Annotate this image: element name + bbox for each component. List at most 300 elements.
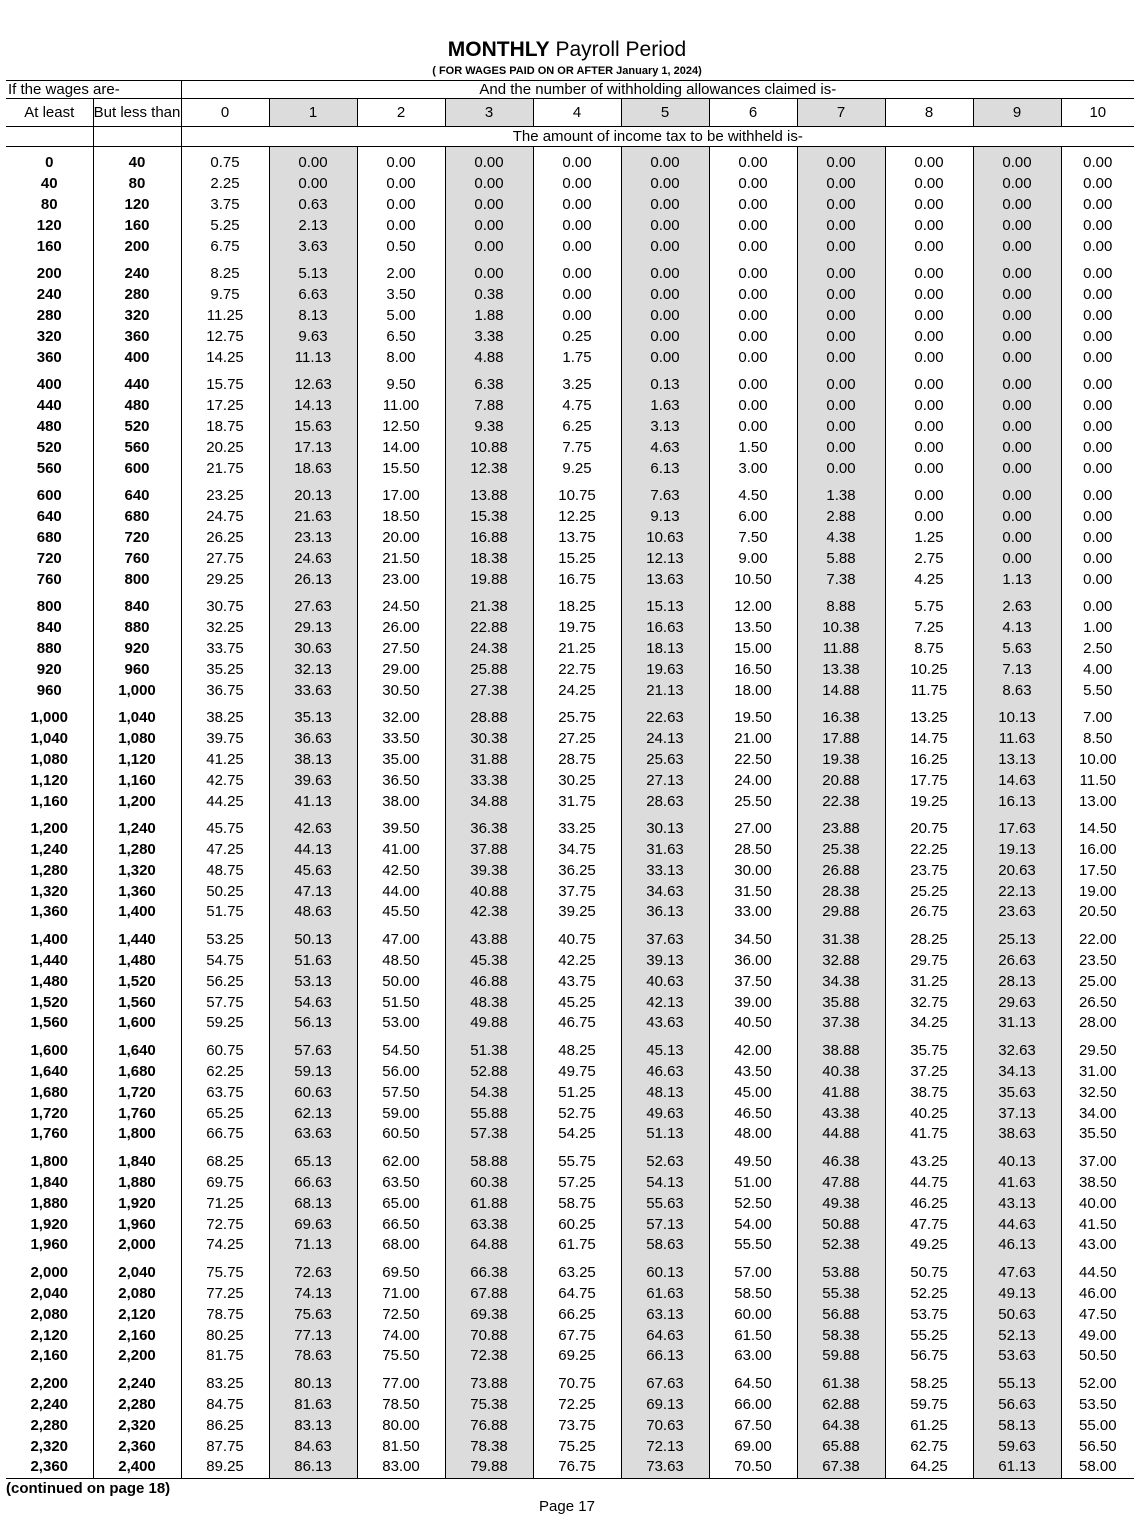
group-spacer — [6, 1034, 1134, 1041]
tax-amount: 42.00 — [709, 1041, 797, 1062]
table-row — [6, 437, 1134, 458]
table-row — [6, 639, 1134, 660]
tax-amount: 72.75 — [181, 1214, 269, 1235]
tax-amount: 33.00 — [709, 902, 797, 923]
wage-at-least: 1,040 — [30, 730, 69, 748]
tax-amount: 23.88 — [797, 819, 885, 840]
tax-amount: 8.63 — [973, 680, 1061, 701]
table-row — [6, 486, 1134, 507]
tax-amount: 33.38 — [445, 770, 533, 791]
tax-amount: 0.00 — [709, 153, 797, 174]
tax-amount: 39.63 — [269, 770, 357, 791]
tax-amount: 13.00 — [1061, 791, 1134, 812]
tax-amount: 0.00 — [973, 195, 1061, 216]
tax-amount: 56.75 — [885, 1346, 973, 1367]
tax-amount: 45.38 — [445, 951, 533, 972]
tax-amount: 20.50 — [1061, 902, 1134, 923]
tax-amount: 49.63 — [621, 1103, 709, 1124]
tax-amount: 60.13 — [621, 1263, 709, 1284]
spacer-cell — [533, 479, 621, 486]
tax-amount: 11.75 — [885, 680, 973, 701]
tax-amount: 69.13 — [621, 1395, 709, 1416]
tax-amount: 17.88 — [797, 729, 885, 750]
tax-amount: 0.00 — [533, 215, 621, 236]
spacer-cell — [357, 701, 445, 708]
tax-amount: 1.00 — [1061, 618, 1134, 639]
tax-amount: 28.38 — [797, 881, 885, 902]
tax-amount: 8.50 — [1061, 729, 1134, 750]
wage-at-least: 40 — [40, 175, 58, 193]
tax-amount: 63.63 — [269, 1124, 357, 1145]
tax-amount: 62.75 — [885, 1436, 973, 1457]
tax-amount: 17.50 — [1061, 861, 1134, 882]
tax-amount: 59.88 — [797, 1346, 885, 1367]
tax-amount: 31.25 — [885, 971, 973, 992]
tax-amount: 41.13 — [269, 791, 357, 812]
tax-amount: 32.00 — [357, 708, 445, 729]
tax-amount: 13.50 — [709, 618, 797, 639]
wage-at-least: 560 — [36, 459, 62, 477]
tax-amount: 31.63 — [621, 840, 709, 861]
tax-amount: 0.25 — [533, 326, 621, 347]
tax-amount: 57.75 — [181, 992, 269, 1013]
spacer-cell — [973, 1145, 1061, 1152]
tax-amount: 69.50 — [357, 1263, 445, 1284]
tax-amount: 2.13 — [269, 215, 357, 236]
tax-amount: 8.88 — [797, 597, 885, 618]
spacer-cell — [269, 701, 357, 708]
tax-amount: 66.63 — [269, 1173, 357, 1194]
spacer-cell — [357, 368, 445, 375]
wage-but-less-than: 2,400 — [93, 1457, 181, 1478]
tax-amount: 25.75 — [533, 708, 621, 729]
tax-amount: 32.25 — [181, 618, 269, 639]
tax-amount: 63.00 — [709, 1346, 797, 1367]
spacer-cell — [93, 923, 181, 930]
tax-amount: 0.00 — [1061, 507, 1134, 528]
tax-amount: 78.63 — [269, 1346, 357, 1367]
tax-amount: 17.63 — [973, 819, 1061, 840]
tax-amount: 35.75 — [885, 1041, 973, 1062]
tax-amount: 19.50 — [709, 708, 797, 729]
table-row — [6, 507, 1134, 528]
tax-amount: 62.13 — [269, 1103, 357, 1124]
wage-but-less-than: 1,240 — [93, 819, 181, 840]
tax-amount: 6.13 — [621, 458, 709, 479]
tax-amount: 0.00 — [621, 195, 709, 216]
tax-amount: 52.75 — [533, 1103, 621, 1124]
tax-amount: 47.25 — [181, 840, 269, 861]
wage-but-less-than: 2,200 — [93, 1346, 181, 1367]
tax-amount: 54.25 — [533, 1124, 621, 1145]
tax-amount: 77.25 — [181, 1284, 269, 1305]
tax-amount: 49.75 — [533, 1062, 621, 1083]
tax-amount: 0.00 — [1061, 417, 1134, 438]
spacer-cell — [885, 479, 973, 486]
tax-amount: 49.38 — [797, 1193, 885, 1214]
tax-amount: 12.63 — [269, 375, 357, 396]
tax-amount: 46.25 — [885, 1193, 973, 1214]
tax-amount: 10.88 — [445, 437, 533, 458]
table-row — [6, 1304, 1134, 1325]
tax-amount: 7.00 — [1061, 708, 1134, 729]
wage-but-less-than: 480 — [93, 396, 181, 417]
tax-amount: 43.25 — [885, 1152, 973, 1173]
tax-amount: 18.50 — [357, 507, 445, 528]
tax-amount: 68.00 — [357, 1235, 445, 1256]
tax-amount: 75.50 — [357, 1346, 445, 1367]
wage-but-less-than: 1,720 — [93, 1082, 181, 1103]
tax-amount: 25.88 — [445, 659, 533, 680]
tax-amount: 65.25 — [181, 1103, 269, 1124]
wage-but-less-than: 2,320 — [93, 1415, 181, 1436]
wage-at-least: 720 — [36, 549, 62, 567]
spacer-cell — [181, 479, 269, 486]
tax-amount: 25.13 — [973, 930, 1061, 951]
spacer-cell — [6, 1367, 93, 1374]
tax-amount: 46.00 — [1061, 1284, 1134, 1305]
tax-amount: 2.75 — [885, 548, 973, 569]
tax-amount: 12.50 — [357, 417, 445, 438]
tax-amount: 70.75 — [533, 1374, 621, 1395]
wage-at-least: 1,280 — [30, 861, 69, 879]
tax-amount: 42.50 — [357, 861, 445, 882]
tax-amount: 15.38 — [445, 507, 533, 528]
spacer-cell — [797, 701, 885, 708]
allowance-col-header: 4 — [533, 99, 621, 127]
tax-amount: 28.88 — [445, 708, 533, 729]
table-row — [6, 569, 1134, 590]
wage-but-less-than: 1,080 — [93, 729, 181, 750]
tax-amount: 24.63 — [269, 548, 357, 569]
tax-amount: 33.75 — [181, 639, 269, 660]
tax-amount: 55.00 — [1061, 1415, 1134, 1436]
tax-amount: 0.00 — [709, 215, 797, 236]
tax-amount: 52.63 — [621, 1152, 709, 1173]
tax-amount: 14.00 — [357, 437, 445, 458]
tax-amount: 0.00 — [797, 306, 885, 327]
tax-amount: 37.13 — [973, 1103, 1061, 1124]
allowance-col-header: 0 — [181, 99, 269, 127]
table-row — [6, 195, 1134, 216]
tax-amount: 8.13 — [269, 306, 357, 327]
tax-amount: 57.00 — [709, 1263, 797, 1284]
table-row — [6, 1457, 1134, 1478]
wage-at-least: 360 — [36, 348, 62, 366]
tax-amount: 74.13 — [269, 1284, 357, 1305]
wage-but-less-than: 440 — [93, 375, 181, 396]
tax-amount: 61.88 — [445, 1193, 533, 1214]
spacer-cell — [181, 923, 269, 930]
wage-at-least: 2,120 — [30, 1326, 69, 1344]
tax-amount: 0.00 — [357, 153, 445, 174]
tax-amount: 35.50 — [1061, 1124, 1134, 1145]
tax-amount: 24.38 — [445, 639, 533, 660]
tax-amount: 56.88 — [797, 1304, 885, 1325]
tax-amount: 49.50 — [709, 1152, 797, 1173]
wage-at-least: 2,000 — [30, 1264, 69, 1282]
tax-amount: 52.38 — [797, 1235, 885, 1256]
table-row — [6, 306, 1134, 327]
spacer-cell — [93, 1367, 181, 1374]
tax-amount: 6.50 — [357, 326, 445, 347]
tax-amount: 24.25 — [533, 680, 621, 701]
wage-but-less-than: 1,680 — [93, 1062, 181, 1083]
page-title — [0, 38, 1134, 62]
tax-amount: 52.25 — [885, 1284, 973, 1305]
allowance-col-header: 10 — [1061, 99, 1134, 127]
tax-amount: 14.88 — [797, 680, 885, 701]
tax-amount: 57.50 — [357, 1082, 445, 1103]
tax-amount: 56.00 — [357, 1062, 445, 1083]
table-row — [6, 881, 1134, 902]
table-row — [6, 1346, 1134, 1367]
spacer-cell — [1061, 590, 1134, 597]
tax-amount: 50.13 — [269, 930, 357, 951]
tax-amount: 1.88 — [445, 306, 533, 327]
tax-amount: 0.00 — [1061, 486, 1134, 507]
tax-amount: 14.75 — [885, 729, 973, 750]
table-row — [6, 458, 1134, 479]
tax-amount: 55.25 — [885, 1325, 973, 1346]
tax-amount: 38.63 — [973, 1124, 1061, 1145]
spacer-cell — [797, 812, 885, 819]
tax-amount: 34.38 — [797, 971, 885, 992]
spacer-cell — [621, 701, 709, 708]
tax-amount: 42.38 — [445, 902, 533, 923]
wage-but-less-than: 1,040 — [93, 708, 181, 729]
tax-amount: 32.13 — [269, 659, 357, 680]
tax-amount: 31.38 — [797, 930, 885, 951]
tax-amount: 15.50 — [357, 458, 445, 479]
tax-amount: 0.00 — [709, 326, 797, 347]
wage-but-less-than: 1,160 — [93, 770, 181, 791]
spacer-cell — [973, 257, 1061, 264]
tax-amount: 8.00 — [357, 347, 445, 368]
tax-amount: 19.75 — [533, 618, 621, 639]
spacer-cell — [533, 1034, 621, 1041]
tax-amount: 71.13 — [269, 1235, 357, 1256]
allowance-col-header: 6 — [709, 99, 797, 127]
wage-at-least: 2,240 — [30, 1396, 69, 1414]
tax-amount: 25.63 — [621, 750, 709, 771]
tax-amount: 73.88 — [445, 1374, 533, 1395]
tax-amount: 53.13 — [269, 971, 357, 992]
tax-amount: 64.63 — [621, 1325, 709, 1346]
table-row — [6, 347, 1134, 368]
tax-amount: 54.00 — [709, 1214, 797, 1235]
spacer-cell — [6, 257, 93, 264]
spacer-cell — [797, 1256, 885, 1263]
tax-amount: 0.00 — [885, 375, 973, 396]
tax-amount: 26.63 — [973, 951, 1061, 972]
tax-amount: 19.38 — [797, 750, 885, 771]
tax-amount: 46.13 — [973, 1235, 1061, 1256]
tax-amount: 0.00 — [1061, 215, 1134, 236]
table-row — [6, 840, 1134, 861]
spacer-cell — [1061, 257, 1134, 264]
wage-at-least: 680 — [36, 528, 62, 546]
tax-amount: 38.25 — [181, 708, 269, 729]
tax-amount: 51.63 — [269, 951, 357, 972]
wage-at-least: 480 — [36, 417, 62, 435]
tax-amount: 1.13 — [973, 569, 1061, 590]
tax-amount: 46.88 — [445, 971, 533, 992]
tax-amount: 68.13 — [269, 1193, 357, 1214]
tax-amount: 26.13 — [269, 569, 357, 590]
spacer-cell — [1061, 701, 1134, 708]
tax-amount: 34.25 — [885, 1013, 973, 1034]
tax-amount: 0.00 — [1061, 285, 1134, 306]
table-row — [6, 1173, 1134, 1194]
withholding-table — [6, 80, 1134, 1499]
table-row — [6, 417, 1134, 438]
spacer-cell — [973, 812, 1061, 819]
tax-amount: 60.75 — [181, 1041, 269, 1062]
tax-amount: 16.75 — [533, 569, 621, 590]
tax-amount: 0.00 — [709, 285, 797, 306]
tax-amount: 19.00 — [1061, 881, 1134, 902]
tax-amount: 1.25 — [885, 528, 973, 549]
wage-but-less-than: 280 — [93, 285, 181, 306]
tax-amount: 78.75 — [181, 1304, 269, 1325]
tax-amount: 28.00 — [1061, 1013, 1134, 1034]
tax-amount: 49.13 — [973, 1284, 1061, 1305]
blank-header-cell — [6, 127, 93, 147]
tax-amount: 55.13 — [973, 1374, 1061, 1395]
tax-amount: 0.00 — [885, 236, 973, 257]
tax-amount: 40.00 — [1061, 1193, 1134, 1214]
tax-amount: 54.50 — [357, 1041, 445, 1062]
tax-amount: 1.38 — [797, 486, 885, 507]
tax-amount: 81.63 — [269, 1395, 357, 1416]
tax-amount: 47.00 — [357, 930, 445, 951]
tax-amount: 35.00 — [357, 750, 445, 771]
tax-amount: 67.75 — [533, 1325, 621, 1346]
tax-amount: 5.75 — [885, 597, 973, 618]
tax-amount: 10.00 — [1061, 750, 1134, 771]
tax-amount: 9.63 — [269, 326, 357, 347]
tax-amount: 0.00 — [1061, 548, 1134, 569]
tax-amount: 48.75 — [181, 861, 269, 882]
tax-amount: 0.00 — [1061, 306, 1134, 327]
tax-amount: 80.13 — [269, 1374, 357, 1395]
spacer-cell — [797, 368, 885, 375]
tax-amount: 48.00 — [709, 1124, 797, 1145]
tax-amount: 76.75 — [533, 1457, 621, 1478]
tax-amount: 52.50 — [709, 1193, 797, 1214]
spacer-cell — [445, 1256, 533, 1263]
tax-amount: 21.63 — [269, 507, 357, 528]
table-row — [6, 971, 1134, 992]
tax-amount: 2.00 — [357, 264, 445, 285]
tax-amount: 4.13 — [973, 618, 1061, 639]
spacer-cell — [885, 1367, 973, 1374]
tax-amount: 41.25 — [181, 750, 269, 771]
tax-amount: 34.88 — [445, 791, 533, 812]
tax-amount: 20.75 — [885, 819, 973, 840]
spacer-cell — [533, 368, 621, 375]
tax-amount: 23.75 — [885, 861, 973, 882]
tax-amount: 17.75 — [885, 770, 973, 791]
table-row — [6, 992, 1134, 1013]
tax-amount: 7.25 — [885, 618, 973, 639]
wage-at-least: 240 — [36, 286, 62, 304]
tax-amount: 58.50 — [709, 1284, 797, 1305]
tax-amount: 40.75 — [533, 930, 621, 951]
spacer-cell — [709, 923, 797, 930]
spacer-cell — [6, 368, 93, 375]
tax-amount: 65.13 — [269, 1152, 357, 1173]
tax-amount: 0.00 — [1061, 528, 1134, 549]
wage-at-least: 1,160 — [30, 792, 69, 810]
spacer-cell — [797, 1367, 885, 1374]
tax-amount: 9.75 — [181, 285, 269, 306]
tax-amount: 30.50 — [357, 680, 445, 701]
wage-at-least: 2,200 — [30, 1375, 69, 1393]
tax-amount: 10.38 — [797, 618, 885, 639]
table-row — [6, 375, 1134, 396]
spacer-cell — [357, 479, 445, 486]
tax-amount: 6.63 — [269, 285, 357, 306]
tax-amount: 13.38 — [797, 659, 885, 680]
tax-amount: 47.50 — [1061, 1304, 1134, 1325]
tax-amount: 67.50 — [709, 1415, 797, 1436]
tax-amount: 58.13 — [973, 1415, 1061, 1436]
spacer-cell — [357, 1367, 445, 1374]
tax-amount: 0.00 — [621, 306, 709, 327]
tax-amount: 0.00 — [797, 215, 885, 236]
spacer-cell — [357, 257, 445, 264]
spacer-cell — [445, 1145, 533, 1152]
wage-at-least: 1,560 — [30, 1014, 69, 1032]
spacer-cell — [445, 368, 533, 375]
tax-amount: 41.50 — [1061, 1214, 1134, 1235]
spacer-cell — [533, 1145, 621, 1152]
tax-amount: 62.88 — [797, 1395, 885, 1416]
tax-amount: 35.63 — [973, 1082, 1061, 1103]
tax-amount: 31.75 — [533, 791, 621, 812]
tax-amount: 0.00 — [797, 417, 885, 438]
tax-amount: 0.00 — [1061, 597, 1134, 618]
wage-at-least: 1,360 — [30, 903, 69, 921]
tax-amount: 66.25 — [533, 1304, 621, 1325]
tax-amount: 20.63 — [973, 861, 1061, 882]
tax-amount: 0.00 — [1061, 264, 1134, 285]
group-spacer — [6, 257, 1134, 264]
spacer-cell — [973, 1367, 1061, 1374]
wage-but-less-than: 1,880 — [93, 1173, 181, 1194]
tax-amount: 1.63 — [621, 396, 709, 417]
tax-amount: 34.75 — [533, 840, 621, 861]
spacer-cell — [93, 1034, 181, 1041]
tax-amount: 36.75 — [181, 680, 269, 701]
wage-at-least: 1,640 — [30, 1063, 69, 1081]
tax-amount: 9.25 — [533, 458, 621, 479]
tax-amount: 11.00 — [357, 396, 445, 417]
tax-amount: 83.25 — [181, 1374, 269, 1395]
tax-amount: 15.63 — [269, 417, 357, 438]
spacer-cell — [181, 1256, 269, 1263]
allowance-col-header: 9 — [973, 99, 1061, 127]
tax-amount: 5.50 — [1061, 680, 1134, 701]
tax-amount: 51.25 — [533, 1082, 621, 1103]
tax-amount: 2.63 — [973, 597, 1061, 618]
wage-at-least: 520 — [36, 438, 62, 456]
table-row — [6, 1325, 1134, 1346]
tax-amount: 29.13 — [269, 618, 357, 639]
tax-amount: 45.13 — [621, 1041, 709, 1062]
